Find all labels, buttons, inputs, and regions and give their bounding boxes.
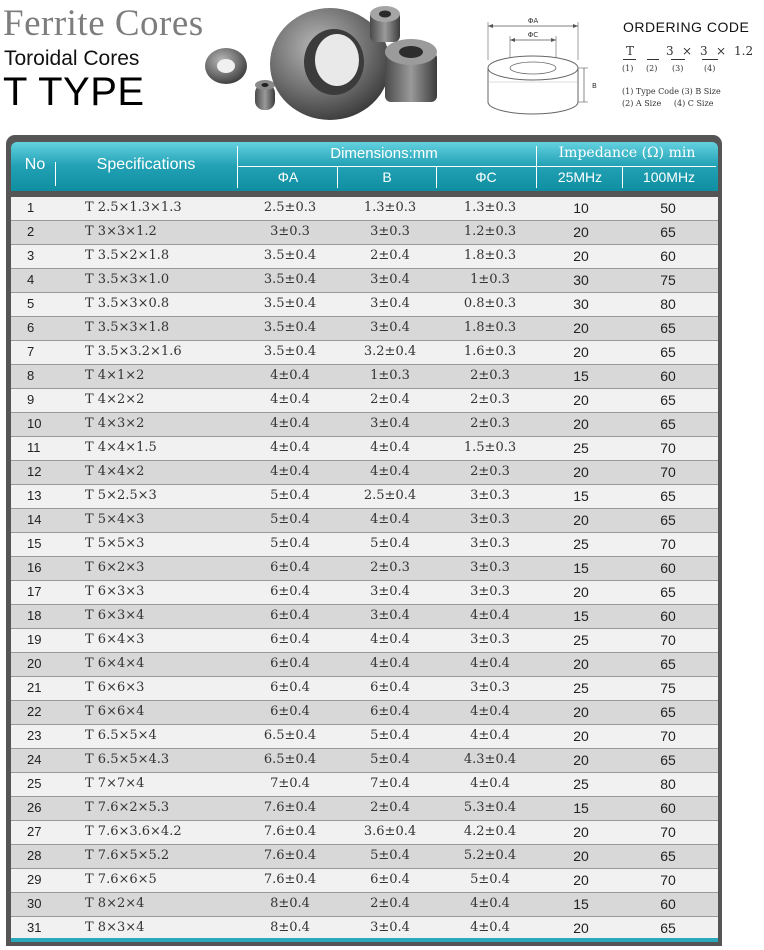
row-phi-c: 1.6±0.3 bbox=[463, 344, 517, 359]
ordering-code-notes bbox=[622, 86, 721, 110]
row-phi-a: 3.5±0.4 bbox=[263, 344, 317, 359]
row-phi-a: 3.5±0.4 bbox=[263, 320, 317, 335]
table-row bbox=[11, 221, 718, 245]
table-header bbox=[11, 142, 718, 191]
row-b: 6±0.4 bbox=[370, 680, 410, 695]
row-b: 2.5±0.4 bbox=[363, 488, 417, 503]
row-number: 9 bbox=[27, 392, 35, 407]
row-number: 22 bbox=[27, 704, 42, 719]
row-impedance-25mhz: 15 bbox=[573, 608, 589, 624]
row-phi-a: 5±0.4 bbox=[270, 512, 310, 527]
table-row bbox=[11, 797, 718, 821]
row-impedance-100mhz: 65 bbox=[660, 488, 676, 504]
row-phi-a: 6±0.4 bbox=[270, 680, 310, 695]
row-phi-c: 1.8±0.3 bbox=[463, 320, 517, 335]
row-impedance-100mhz: 80 bbox=[660, 296, 676, 312]
row-number: 6 bbox=[27, 320, 35, 335]
row-phi-a: 8±0.4 bbox=[270, 896, 310, 911]
row-phi-a: 6.5±0.4 bbox=[263, 752, 317, 767]
table-row bbox=[11, 845, 718, 869]
row-specification: T 7.6×3.6×4.2 bbox=[85, 824, 182, 839]
row-specification: T 8×3×4 bbox=[85, 920, 145, 935]
row-impedance-100mhz: 70 bbox=[660, 464, 676, 480]
row-impedance-100mhz: 80 bbox=[660, 776, 676, 792]
row-specification: T 4×4×2 bbox=[85, 464, 145, 479]
row-impedance-100mhz: 65 bbox=[660, 512, 676, 528]
row-specification: T 3×3×1.2 bbox=[85, 224, 157, 239]
code-index: (1) bbox=[622, 64, 634, 73]
table-row bbox=[11, 581, 718, 605]
row-phi-c: 3±0.3 bbox=[470, 584, 510, 599]
row-impedance-100mhz: 75 bbox=[660, 272, 676, 288]
row-impedance-100mhz: 65 bbox=[660, 416, 676, 432]
row-impedance-25mhz: 20 bbox=[573, 584, 589, 600]
row-b: 1.3±0.3 bbox=[363, 200, 417, 215]
header-no: No bbox=[24, 156, 46, 173]
row-phi-a: 6±0.4 bbox=[270, 608, 310, 623]
row-b: 3±0.4 bbox=[370, 320, 410, 335]
table-row bbox=[11, 677, 718, 701]
row-impedance-100mhz: 50 bbox=[660, 200, 676, 216]
row-phi-a: 4±0.4 bbox=[270, 368, 310, 383]
row-phi-c: 1.5±0.3 bbox=[463, 440, 517, 455]
row-phi-a: 2.5±0.3 bbox=[263, 200, 317, 215]
code-part-type: T bbox=[626, 44, 635, 58]
row-impedance-100mhz: 60 bbox=[660, 248, 676, 264]
row-b: 2±0.3 bbox=[370, 560, 410, 575]
row-phi-c: 5.3±0.4 bbox=[463, 800, 517, 815]
row-impedance-25mhz: 20 bbox=[573, 224, 589, 240]
row-specification: T 3.5×3×1.8 bbox=[85, 320, 170, 335]
row-phi-a: 6.5±0.4 bbox=[263, 728, 317, 743]
table-row bbox=[11, 245, 718, 269]
table-row bbox=[11, 605, 718, 629]
row-number: 29 bbox=[27, 872, 42, 887]
row-impedance-25mhz: 20 bbox=[573, 704, 589, 720]
row-impedance-25mhz: 25 bbox=[573, 440, 589, 456]
row-number: 7 bbox=[27, 344, 35, 359]
code-part-c: 1.2 bbox=[734, 44, 754, 58]
row-number: 19 bbox=[27, 632, 42, 647]
row-impedance-25mhz: 20 bbox=[573, 848, 589, 864]
row-impedance-100mhz: 65 bbox=[660, 752, 676, 768]
row-number: 18 bbox=[27, 608, 42, 623]
row-impedance-25mhz: 20 bbox=[573, 728, 589, 744]
row-phi-a: 4±0.4 bbox=[270, 392, 310, 407]
note-line: (2) A Size (4) C Size bbox=[622, 99, 714, 108]
table-row bbox=[11, 773, 718, 797]
row-impedance-25mhz: 25 bbox=[573, 776, 589, 792]
row-impedance-25mhz: 20 bbox=[573, 872, 589, 888]
row-specification: T 6×3×3 bbox=[85, 584, 145, 599]
header-phi-a: ΦA bbox=[277, 169, 299, 185]
ferrite-cores-photo bbox=[200, 0, 452, 130]
row-phi-c: 5±0.4 bbox=[470, 872, 510, 887]
table-row bbox=[11, 749, 718, 773]
row-b: 4±0.4 bbox=[370, 632, 410, 647]
row-number: 16 bbox=[27, 560, 42, 575]
row-specification: T 5×5×3 bbox=[85, 536, 145, 551]
row-phi-c: 3±0.3 bbox=[470, 512, 510, 527]
row-number: 11 bbox=[27, 440, 41, 455]
table-row bbox=[11, 557, 718, 581]
row-number: 31 bbox=[27, 920, 42, 935]
row-specification: T 4×3×2 bbox=[85, 416, 145, 431]
table-row bbox=[11, 701, 718, 725]
row-number: 5 bbox=[27, 296, 35, 311]
row-impedance-25mhz: 20 bbox=[573, 320, 589, 336]
table-row bbox=[11, 461, 718, 485]
row-impedance-25mhz: 20 bbox=[573, 464, 589, 480]
row-impedance-100mhz: 60 bbox=[660, 560, 676, 576]
code-index: (3) bbox=[672, 64, 684, 73]
row-specification: T 7.6×6×5 bbox=[85, 872, 157, 887]
table-row bbox=[11, 269, 718, 293]
row-specification: T 6×6×4 bbox=[85, 704, 145, 719]
row-impedance-100mhz: 70 bbox=[660, 440, 676, 456]
row-specification: T 5×4×3 bbox=[85, 512, 145, 527]
dimension-diagram bbox=[478, 10, 606, 122]
row-number: 8 bbox=[27, 368, 35, 383]
row-number: 15 bbox=[27, 536, 42, 551]
row-number: 4 bbox=[27, 272, 35, 287]
row-impedance-100mhz: 65 bbox=[660, 320, 676, 336]
row-impedance-25mhz: 30 bbox=[573, 296, 589, 312]
row-impedance-100mhz: 65 bbox=[660, 392, 676, 408]
row-impedance-100mhz: 70 bbox=[660, 872, 676, 888]
row-specification: T 4×1×2 bbox=[85, 368, 145, 383]
row-impedance-25mhz: 30 bbox=[573, 272, 589, 288]
row-phi-a: 7.6±0.4 bbox=[263, 848, 317, 863]
table-row bbox=[11, 869, 718, 893]
row-specification: T 3.5×3×0.8 bbox=[85, 296, 170, 311]
row-number: 28 bbox=[27, 848, 42, 863]
row-phi-a: 5±0.4 bbox=[270, 488, 310, 503]
row-phi-a: 7.6±0.4 bbox=[263, 872, 317, 887]
table-row bbox=[11, 341, 718, 365]
table-row bbox=[11, 509, 718, 533]
row-impedance-25mhz: 20 bbox=[573, 824, 589, 840]
row-phi-c: 2±0.3 bbox=[470, 368, 510, 383]
row-impedance-25mhz: 20 bbox=[573, 512, 589, 528]
table-row bbox=[11, 725, 718, 749]
row-number: 24 bbox=[27, 752, 42, 767]
row-phi-c: 2±0.3 bbox=[470, 464, 510, 479]
header-phi-c: ΦC bbox=[475, 169, 497, 185]
row-impedance-100mhz: 60 bbox=[660, 800, 676, 816]
row-b: 2±0.4 bbox=[370, 248, 410, 263]
row-impedance-100mhz: 65 bbox=[660, 584, 676, 600]
note-line: (1) Type Code (3) B Size bbox=[622, 87, 721, 96]
row-b: 2±0.4 bbox=[370, 392, 410, 407]
row-phi-a: 6±0.4 bbox=[270, 584, 310, 599]
code-separator: × bbox=[716, 44, 727, 58]
row-phi-c: 4±0.4 bbox=[470, 896, 510, 911]
row-impedance-25mhz: 15 bbox=[573, 896, 589, 912]
row-b: 4±0.4 bbox=[370, 440, 410, 455]
ordering-code-title: ORDERING CODE bbox=[623, 19, 750, 35]
row-impedance-25mhz: 20 bbox=[573, 344, 589, 360]
row-b: 4±0.4 bbox=[370, 464, 410, 479]
page-title: Ferrite Cores bbox=[3, 3, 204, 44]
row-b: 7±0.4 bbox=[370, 776, 410, 791]
row-impedance-25mhz: 15 bbox=[573, 368, 589, 384]
row-phi-a: 4±0.4 bbox=[270, 440, 310, 455]
row-b: 4±0.4 bbox=[370, 656, 410, 671]
row-phi-c: 3±0.3 bbox=[470, 560, 510, 575]
row-b: 5±0.4 bbox=[370, 848, 410, 863]
row-number: 20 bbox=[27, 656, 42, 671]
row-phi-c: 3±0.3 bbox=[470, 536, 510, 551]
row-number: 21 bbox=[27, 680, 42, 695]
row-phi-c: 1.3±0.3 bbox=[463, 200, 517, 215]
table-row bbox=[11, 317, 718, 341]
row-b: 3±0.4 bbox=[370, 608, 410, 623]
header-impedance: Impedance (Ω) min bbox=[558, 145, 696, 161]
row-number: 12 bbox=[27, 464, 42, 479]
row-number: 3 bbox=[27, 248, 35, 263]
row-phi-c: 4±0.4 bbox=[470, 704, 510, 719]
row-b: 2±0.4 bbox=[370, 800, 410, 815]
row-phi-c: 3±0.3 bbox=[470, 680, 510, 695]
row-number: 27 bbox=[27, 824, 42, 839]
row-b: 1±0.3 bbox=[370, 368, 410, 383]
row-impedance-100mhz: 60 bbox=[660, 368, 676, 384]
row-phi-c: 3±0.3 bbox=[470, 488, 510, 503]
row-number: 13 bbox=[27, 488, 42, 503]
row-phi-a: 6±0.4 bbox=[270, 560, 310, 575]
row-number: 2 bbox=[27, 224, 35, 239]
row-impedance-25mhz: 25 bbox=[573, 536, 589, 552]
row-number: 26 bbox=[27, 800, 42, 815]
code-index: (2) bbox=[646, 64, 658, 73]
row-phi-a: 8±0.4 bbox=[270, 920, 310, 935]
row-impedance-25mhz: 15 bbox=[573, 560, 589, 576]
row-number: 17 bbox=[27, 584, 42, 599]
table-body bbox=[11, 197, 718, 939]
row-impedance-100mhz: 60 bbox=[660, 896, 676, 912]
row-phi-c: 1.8±0.3 bbox=[463, 248, 517, 263]
row-impedance-25mhz: 15 bbox=[573, 800, 589, 816]
row-specification: T 4×2×2 bbox=[85, 392, 145, 407]
row-phi-c: 4.3±0.4 bbox=[463, 752, 517, 767]
row-impedance-100mhz: 65 bbox=[660, 656, 676, 672]
row-b: 3.6±0.4 bbox=[363, 824, 417, 839]
row-phi-a: 4±0.4 bbox=[270, 416, 310, 431]
row-impedance-100mhz: 60 bbox=[660, 608, 676, 624]
code-part-a: 3 bbox=[666, 44, 674, 58]
row-number: 10 bbox=[27, 416, 42, 431]
row-impedance-25mhz: 20 bbox=[573, 392, 589, 408]
row-phi-c: 1±0.3 bbox=[470, 272, 510, 287]
row-b: 3±0.4 bbox=[370, 584, 410, 599]
page-subtitle: Toroidal Cores bbox=[4, 47, 140, 70]
table-row bbox=[11, 365, 718, 389]
diagram-label-b: B bbox=[592, 82, 597, 90]
row-impedance-25mhz: 25 bbox=[573, 632, 589, 648]
row-phi-c: 4±0.4 bbox=[470, 656, 510, 671]
table-row bbox=[11, 533, 718, 557]
row-specification: T 7×7×4 bbox=[85, 776, 145, 791]
row-phi-a: 7.6±0.4 bbox=[263, 800, 317, 815]
row-phi-c: 2±0.3 bbox=[470, 416, 510, 431]
header-specifications: Specifications bbox=[96, 156, 196, 173]
diagram-label-c: ΦC bbox=[527, 31, 539, 39]
row-b: 2±0.4 bbox=[370, 896, 410, 911]
row-b: 3±0.3 bbox=[370, 224, 410, 239]
row-specification: T 3.5×3×1.0 bbox=[85, 272, 170, 287]
row-b: 3±0.4 bbox=[370, 920, 410, 935]
row-impedance-100mhz: 65 bbox=[660, 344, 676, 360]
table-row bbox=[11, 893, 718, 917]
row-specification: T 5×2.5×3 bbox=[85, 488, 157, 503]
row-phi-a: 6±0.4 bbox=[270, 704, 310, 719]
row-specification: T 6×6×3 bbox=[85, 680, 145, 695]
row-impedance-100mhz: 70 bbox=[660, 536, 676, 552]
row-specification: T 2.5×1.3×1.3 bbox=[85, 200, 182, 215]
row-b: 3±0.4 bbox=[370, 272, 410, 287]
row-phi-a: 7±0.4 bbox=[270, 776, 310, 791]
row-specification: T 3.5×3.2×1.6 bbox=[85, 344, 182, 359]
row-phi-a: 4±0.4 bbox=[270, 464, 310, 479]
row-b: 5±0.4 bbox=[370, 536, 410, 551]
table-row bbox=[11, 437, 718, 461]
row-phi-a: 6±0.4 bbox=[270, 632, 310, 647]
diagram-label-a: ΦA bbox=[527, 17, 539, 25]
code-part-b: 3 bbox=[700, 44, 708, 58]
row-b: 3.2±0.4 bbox=[363, 344, 417, 359]
row-specification: T 6.5×5×4 bbox=[85, 728, 157, 743]
row-specification: T 6×4×4 bbox=[85, 656, 145, 671]
table-footer-bar bbox=[11, 938, 718, 942]
row-phi-a: 3.5±0.4 bbox=[263, 296, 317, 311]
table-row bbox=[11, 389, 718, 413]
row-number: 14 bbox=[27, 512, 42, 527]
row-impedance-25mhz: 10 bbox=[573, 200, 589, 216]
row-b: 5±0.4 bbox=[370, 752, 410, 767]
row-b: 6±0.4 bbox=[370, 872, 410, 887]
row-b: 6±0.4 bbox=[370, 704, 410, 719]
row-impedance-25mhz: 20 bbox=[573, 752, 589, 768]
row-phi-c: 0.8±0.3 bbox=[463, 296, 517, 311]
row-phi-c: 3±0.3 bbox=[470, 632, 510, 647]
row-impedance-25mhz: 25 bbox=[573, 680, 589, 696]
table-row bbox=[11, 413, 718, 437]
row-phi-c: 4±0.4 bbox=[470, 608, 510, 623]
row-phi-a: 3.5±0.4 bbox=[263, 248, 317, 263]
row-specification: T 4×4×1.5 bbox=[85, 440, 157, 455]
table-row bbox=[11, 629, 718, 653]
row-specification: T 6×4×3 bbox=[85, 632, 145, 647]
row-impedance-100mhz: 70 bbox=[660, 728, 676, 744]
row-impedance-25mhz: 20 bbox=[573, 920, 589, 936]
type-heading: T TYPE bbox=[3, 70, 145, 114]
row-impedance-100mhz: 65 bbox=[660, 920, 676, 936]
row-b: 3±0.4 bbox=[370, 416, 410, 431]
code-separator: × bbox=[682, 44, 693, 58]
row-b: 3±0.4 bbox=[370, 296, 410, 311]
row-impedance-100mhz: 65 bbox=[660, 704, 676, 720]
row-impedance-100mhz: 70 bbox=[660, 824, 676, 840]
row-impedance-25mhz: 15 bbox=[573, 488, 589, 504]
table-row bbox=[11, 197, 718, 221]
row-phi-c: 4±0.4 bbox=[470, 728, 510, 743]
row-impedance-100mhz: 65 bbox=[660, 848, 676, 864]
row-phi-a: 3±0.3 bbox=[270, 224, 310, 239]
row-number: 1 bbox=[27, 200, 35, 215]
row-specification: T 7.6×2×5.3 bbox=[85, 800, 170, 815]
header-dimensions: Dimensions:mm bbox=[330, 145, 438, 162]
table-row bbox=[11, 653, 718, 677]
row-impedance-25mhz: 20 bbox=[573, 416, 589, 432]
row-number: 30 bbox=[27, 896, 42, 911]
table-row bbox=[11, 485, 718, 509]
row-phi-c: 2±0.3 bbox=[470, 392, 510, 407]
row-number: 25 bbox=[27, 776, 42, 791]
header-100mhz: 100MHz bbox=[642, 169, 696, 185]
table-row bbox=[11, 821, 718, 845]
row-phi-a: 6±0.4 bbox=[270, 656, 310, 671]
row-phi-c: 4±0.4 bbox=[470, 776, 510, 791]
row-specification: T 6.5×5×4.3 bbox=[85, 752, 170, 767]
row-impedance-100mhz: 70 bbox=[660, 632, 676, 648]
row-impedance-25mhz: 20 bbox=[573, 656, 589, 672]
row-specification: T 6×3×4 bbox=[85, 608, 145, 623]
header-25mhz: 25MHz bbox=[557, 169, 603, 185]
row-specification: T 8×2×4 bbox=[85, 896, 145, 911]
row-phi-c: 1.2±0.3 bbox=[463, 224, 517, 239]
row-phi-c: 5.2±0.4 bbox=[463, 848, 517, 863]
row-number: 23 bbox=[27, 728, 42, 743]
row-b: 4±0.4 bbox=[370, 512, 410, 527]
table-row bbox=[11, 293, 718, 317]
row-specification: T 6×2×3 bbox=[85, 560, 145, 575]
row-b: 5±0.4 bbox=[370, 728, 410, 743]
row-impedance-25mhz: 20 bbox=[573, 248, 589, 264]
header-b: B bbox=[382, 169, 392, 185]
row-phi-c: 4.2±0.4 bbox=[463, 824, 517, 839]
row-phi-a: 3.5±0.4 bbox=[263, 272, 317, 287]
code-index: (4) bbox=[704, 64, 716, 73]
row-phi-a: 5±0.4 bbox=[270, 536, 310, 551]
row-specification: T 3.5×2×1.8 bbox=[85, 248, 170, 263]
row-impedance-100mhz: 65 bbox=[660, 224, 676, 240]
row-phi-c: 4±0.4 bbox=[470, 920, 510, 935]
row-specification: T 7.6×5×5.2 bbox=[85, 848, 170, 863]
row-phi-a: 7.6±0.4 bbox=[263, 824, 317, 839]
row-impedance-100mhz: 75 bbox=[660, 680, 676, 696]
ordering-code-example bbox=[620, 44, 764, 78]
